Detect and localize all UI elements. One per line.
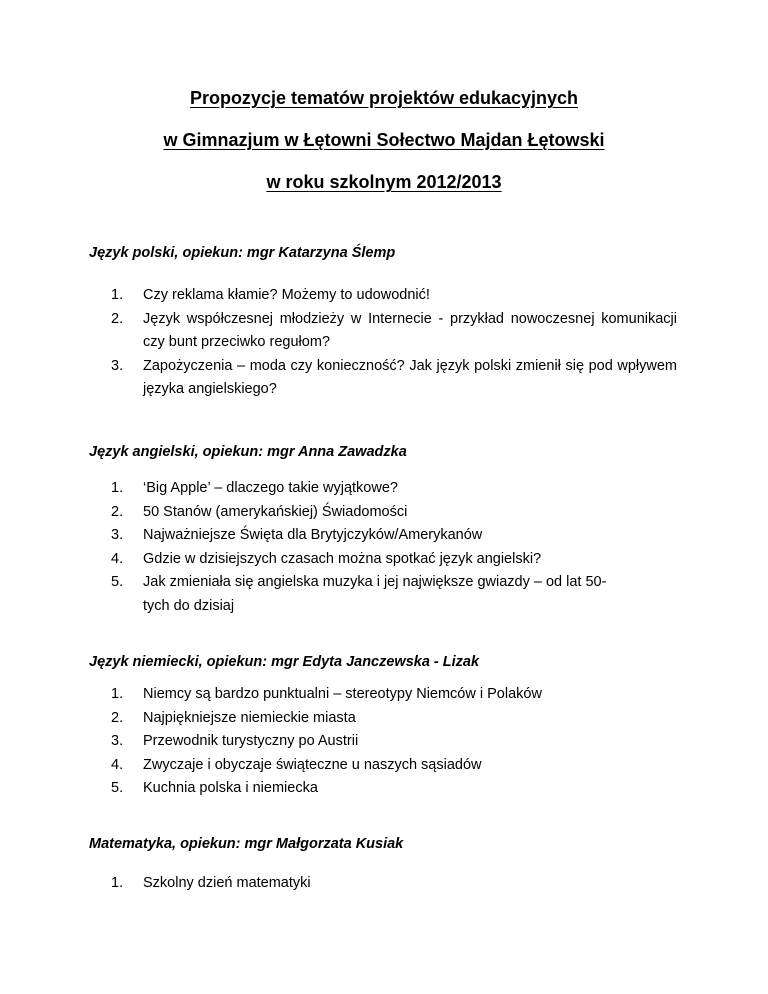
- item-number: 3.: [111, 527, 124, 543]
- list-item: [89, 872, 677, 896]
- section-heading-math: Matematyka, opiekun: mgr Małgorzata Kusiak: [89, 836, 404, 852]
- list-item: [89, 707, 677, 731]
- item-number: 1.: [111, 287, 124, 303]
- list-item: [89, 284, 677, 308]
- item-text: Zapożyczenia – moda czy konieczność? Jak język polski zmienił się pod wpływem języka angielskiego?: [143, 357, 677, 397]
- item-number: 4.: [111, 756, 124, 773]
- item-number: 3.: [111, 733, 124, 749]
- item-number: 2.: [111, 709, 124, 726]
- list-item: [89, 571, 677, 618]
- item-text: Kuchnia polska i niemiecka: [143, 780, 318, 796]
- list-item: [89, 355, 677, 402]
- item-text: Gdzie w dzisiejszych czasach można spotkać język angielski?: [143, 550, 542, 567]
- item-text: Jak zmieniała się angielska muzyka i jej największe gwiazdy – od lat 50-tych do dzisiaj: [143, 574, 607, 614]
- topic-list-english: [89, 477, 677, 618]
- list-item: [89, 754, 677, 778]
- item-text: ‘Big Apple’ – dlaczego takie wyjątkowe?: [143, 480, 398, 496]
- list-item: [89, 308, 677, 355]
- item-text: Język współczesnej młodzieży w Internecie - przykład nowoczesnej komunikacji czy bunt przeciwko regułom?: [143, 310, 677, 350]
- item-number: 2.: [111, 503, 124, 520]
- item-number: 5.: [111, 780, 124, 796]
- section-heading-english: Język angielski, opiekun: mgr Anna Zawadzka: [89, 444, 407, 460]
- item-text: Najpiękniejsze niemieckie miasta: [143, 709, 356, 726]
- item-text: Najważniejsze Święta dla Brytyjczyków/Amerykanów: [143, 527, 483, 543]
- item-text: Niemcy są bardzo punktualni – stereotypy Niemców i Polaków: [143, 686, 542, 702]
- item-text: 50 Stanów (amerykańskiej) Świadomości: [143, 503, 408, 520]
- list-item: [89, 524, 677, 548]
- topic-list-german: [89, 683, 677, 801]
- document-title-line-1: Propozycje tematów projektów edukacyjnych: [189, 88, 579, 108]
- document-title-line-2: w Gimnazjum w Łętowni Sołectwo Majdan Łętowski: [163, 130, 605, 150]
- section-heading-polish: Język polski, opiekun: mgr Katarzyna Ślemp: [89, 245, 396, 261]
- list-item: [89, 683, 677, 707]
- list-item: [89, 777, 677, 801]
- item-number: 1.: [111, 686, 124, 702]
- item-text: Zwyczaje i obyczaje świąteczne u naszych sąsiadów: [143, 756, 482, 773]
- item-number: 1.: [111, 480, 124, 496]
- list-item: [89, 730, 677, 754]
- item-number: 5.: [111, 574, 124, 590]
- list-item: [89, 477, 677, 501]
- topic-list-polish: [89, 284, 677, 402]
- item-number: 4.: [111, 550, 124, 567]
- section-heading-german: Język niemiecki, opiekun: mgr Edyta Janczewska - Lizak: [89, 654, 480, 670]
- item-number: 3.: [111, 357, 124, 374]
- list-item: [89, 501, 677, 525]
- item-number: 2.: [111, 310, 124, 327]
- item-text: Czy reklama kłamie? Możemy to udowodnić!: [143, 287, 430, 303]
- item-text: Szkolny dzień matematyki: [143, 875, 311, 891]
- item-number: 1.: [111, 875, 124, 891]
- document-title-line-3: w roku szkolnym 2012/2013: [266, 172, 502, 192]
- topic-list-math: [89, 872, 677, 896]
- item-text: Przewodnik turystyczny po Austrii: [143, 733, 359, 749]
- list-item: [89, 548, 677, 572]
